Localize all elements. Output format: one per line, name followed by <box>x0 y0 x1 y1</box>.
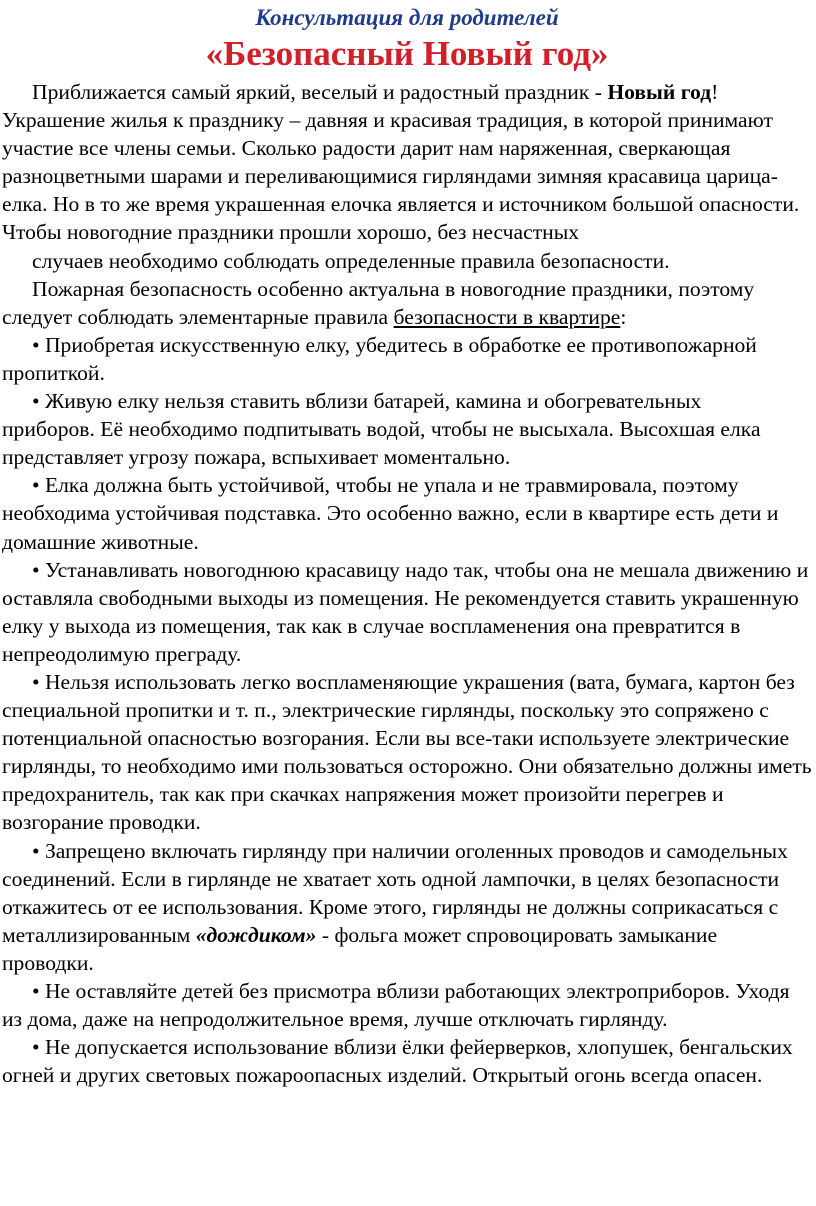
intro-paragraph <box>2 78 812 247</box>
bullet-artificial-tree: • Приобретая искусственную елку, убедитесь в обработке ее противопожарной пропиткой. <box>2 332 757 385</box>
intro-text-continued: ! Украшение жилья к празднику – давняя и красивая традиция, в которой принимают участие все члены семьи. Сколько радости дарит нам наряженная, сверкающая разноцветными шарами и переливающимися гирляндами зимняя красавица царица-елка. Но в то же время украшенная елочка является и источником большой опасности. Чтобы новогодние праздники прошли хорошо, без несчастных <box>2 80 800 245</box>
bullet-live-tree-text-continued: приборов. Её необходимо подпитывать водой, чтобы не высыхала. Высохшая елка представляет угрозу пожара, вспыхивает моментально. <box>2 417 761 470</box>
tinsel-term: «дождиком» <box>195 922 317 947</box>
fire-safety-text: Пожарная безопасность особенно актуальна в новогодние праздники, поэтому следует соблюдать элементарные правила <box>2 276 755 329</box>
bullet-garland-text-continued: - фольга может спровоцировать замыкание проводки. <box>2 922 718 975</box>
bullet-garland-text: • Запрещено включать гирлянду при наличии оголенных проводов и самодельных соединений. Если в гирлянде не хватает хоть одной лампочки, в целях безопасности откажитесь от ее использования. Кроме этого, гирлянды не должны соприкасаться с металлизированным <box>2 838 788 947</box>
bullet-tree-placement: • Устанавливать новогоднюю красавицу надо так, чтобы она не мешала движению и оставляла свободными выходы из помещения. Не рекомендуется ставить украшенную елку у выхода из помещения, так как в случае воспламенения она превратится в непреодолимую преграду. <box>2 557 809 666</box>
document-body <box>2 78 812 1089</box>
fire-safety-paragraph <box>2 275 812 331</box>
intro-text: Приближается самый яркий, веселый и радостный праздник - <box>32 80 608 104</box>
bullet-live-tree-text: • Живую елку нельзя ставить вблизи батарей, камина и обогревательных <box>32 389 702 414</box>
bullet-live-tree <box>2 387 812 471</box>
document-title: «Безопасный Новый год» <box>205 34 609 73</box>
intro-continuation: случаев необходимо соблюдать определенные правила безопасности. <box>32 248 670 273</box>
bullet-flammable-decorations: • Нельзя использовать легко воспламеняющие украшения (вата, бумага, картон без специальной пропитки и т. п., электрические гирлянды, поскольку это сопряжено с потенциальной опасностью возгорания. Если вы все-таки используете электрические гирлянды, то необходимо ими пользоваться осторожно. Они обязательно должны иметь предохранитель, так как при скачках напряжения может произойти перегрев и возгорание проводки. <box>2 669 812 835</box>
bullet-stable-tree: • Елка должна быть устойчивой, чтобы не упала и не травмировала, поэтому необходима устойчивая подставка. Это особенно важно, если в квартире есть дети и домашние животные. <box>2 473 779 554</box>
intro-holiday-name: Новый год <box>607 80 712 104</box>
fire-safety-colon: : <box>620 304 627 329</box>
apartment-safety-link[interactable]: безопасности в квартире <box>393 304 621 329</box>
document-subtitle: Консультация для родителей <box>255 5 559 30</box>
bullet-children-supervision: • Не оставляйте детей без присмотра вблизи работающих электроприборов. Уходя из дома, даже на непродолжительное время, лучше отключать гирлянду. <box>2 979 790 1032</box>
bullet-fireworks: • Не допускается использование вблизи ёлки фейерверков, хлопушек, бенгальских огней и других световых пожароопасных изделий. Открытый огонь всегда опасен. <box>2 1035 793 1088</box>
bullet-garland-wires <box>2 837 812 977</box>
